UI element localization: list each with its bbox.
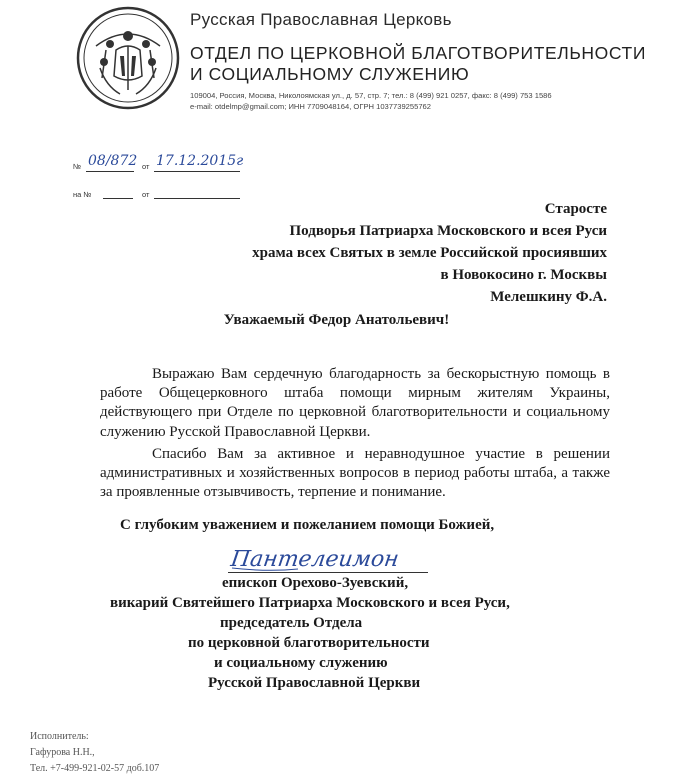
signer-line6: Русской Православной Церкви (208, 675, 421, 691)
executor-label: Исполнитель: (30, 731, 89, 742)
addressee-line4: в Новокосино г. Москвы (440, 267, 607, 283)
outgoing-date-label: от (142, 162, 150, 171)
addressee-line5: Мелешкину Ф.А. (490, 289, 607, 305)
signer-line3: председатель Отдела (220, 615, 363, 631)
outgoing-number-value: 08/872 (88, 153, 138, 169)
signer-line5: и социальному служению (214, 655, 388, 671)
signer-line4: по церковной благотворительности (188, 635, 430, 651)
handwritten-signature (228, 538, 438, 576)
executor-phone: Тел. +7-499-921-02-57 доб.107 (30, 763, 160, 774)
closing-phrase: С глубоким уважением и пожеланием помощи Божией, (120, 517, 495, 533)
reference-date-underline (154, 198, 240, 199)
salutation: Уважаемый Федор Анатольевич! (223, 312, 450, 328)
department-emblem-logo (76, 6, 180, 110)
org-title-line2: И СОЦИАЛЬНОМУ СЛУЖЕНИЮ (190, 64, 470, 84)
reference-number-label: на № (73, 190, 92, 199)
reference-number-underline (103, 198, 133, 199)
signature-line (228, 572, 428, 573)
org-contacts-email: e-mail: otdelmp@gmail.com; ИНН 7709048164, ОГРН 1037739255762 (190, 102, 432, 111)
outgoing-date-value: 17.12.2015г (156, 153, 244, 169)
addressee-line2: Подворья Патриарха Московского и всея Руси (289, 223, 607, 239)
outgoing-number-label: № (73, 162, 82, 171)
signer-line1: епископ Орехово-Зуевский, (222, 575, 409, 591)
outgoing-number-underline (86, 171, 134, 172)
body-paragraph-2: Спасибо Вам за активное и неравнодушное участие в решении административных и хозяйственных вопросов в период работы штаба, а также за проявленные отзывчивость, терпение и понимание. (100, 446, 610, 501)
addressee-line1: Старосте (544, 201, 607, 217)
org-title-line1: ОТДЕЛ ПО ЦЕРКОВНОЙ БЛАГОТВОРИТЕЛЬНОСТИ (190, 43, 647, 63)
org-contacts-address: 109004, Россия, Москва, Николоямская ул., д. 57, стр. 7; тел.: 8 (499) 921 0257, факс: 8 (499) 753 1586 (190, 91, 552, 100)
executor-name: Гафурова Н.Н., (30, 747, 95, 758)
outgoing-date-underline (154, 171, 240, 172)
signer-line2: викарий Святейшего Патриарха Московского и всея Руси, (110, 595, 510, 611)
addressee-line3: храма всех Святых в земле Российской просиявших (252, 245, 607, 261)
reference-date-label: от (142, 190, 150, 199)
body-paragraph-1: Выражаю Вам сердечную благодарность за бескорыстную помощь в работе Общецерковного штаба помощи мирным жителям Украины, действующего при Отделе по церковной благотворительности и социальному служению Русской Православной Церкви. (100, 366, 610, 440)
svg-text:Пантелеимон: Пантелеимон (229, 546, 401, 572)
org-subtitle: Русская Православная Церковь (190, 10, 452, 29)
